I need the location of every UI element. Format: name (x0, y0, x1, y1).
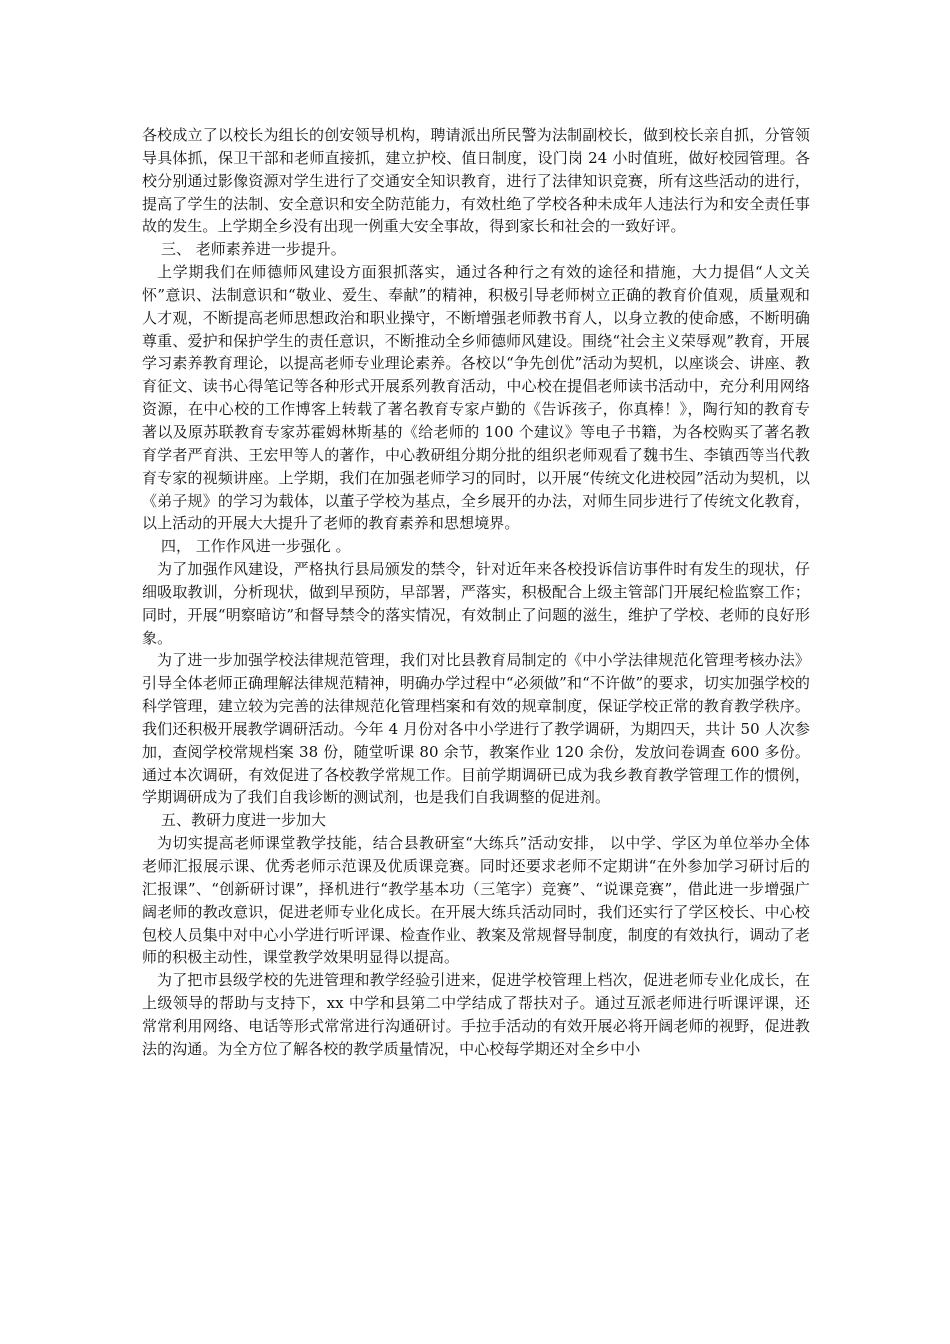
heading-section-3: 三、 老师素养进一步提升。 (161, 240, 346, 259)
paragraph-safety: 各校成立了以校长为组长的创安领导机构，聘请派出所民警为法制副校长，做到校长亲自抓，分管领导具体抓，保卫干部和老师直接抓，建立护校、值日制度，设门岗 24 小时值班，做好校园管理。各校分别通过影像资源对学生进行了交通安全知识教育，进行了法律知识竞赛，所有这些活动的进行，提高了学生的法制、安全意识和安全防范能力，有效杜绝了学校各种未成年人违法行为和安全责任事故的发生。上学期全乡没有出现一例重大安全事故，得到家长和社会的一致好评。 (142, 126, 810, 236)
heading-section-4: 四， 工作作风进一步强化 。 (161, 537, 351, 556)
heading-section-5: 五、教研力度进一步加大 (161, 811, 327, 830)
paragraph-teacher-quality: 上学期我们在师德师风建设方面狠抓落实，通过各种行之有效的途径和措施，大力提倡“人文关怀”意识、法制意识和“敬业、爱生、奉献”的精神，积极引导老师树立正确的教育价值观，质量观和人才观，不断提高老师思想政治和职业操守，不断增强老师教书育人，以身立教的使命感，不断明确尊重、爱护和保护学生的责任意识，不断推动全乡师德师风建设。围绕“社会主义荣辱观”教育，开展学习素养教育理论，以提高老师专业理论素养。各校以“争先创优”活动为契机，以座谈会、讲座、教育征文、读书心得笔记等各种形式开展系列教育活动，中心校在提倡老师读书活动中，充分利用网络资源，在中心校的工作博客上转载了著名教育专家卢勤的《告诉孩子，你真棒！》，陶行知的教育专著以及原苏联教育专家苏霍姆林斯基的《给老师的 100 个建议》等电子书籍，为各校购买了著名教育学者严育洪、王宏甲等人的著作，中心教研组分期分批的组织老师观看了魏书生、李镇西等当代教育专家的视频讲座。上学期，我们在加强老师学习的同时，以开展“传统文化进校园”活动为契机，以《弟子规》的学习为载体，以董子学校为基点，全乡展开的办法，对师生同步进行了传统文化教育，以上活动的开展大大提升了老师的教育素养和思想境界。 (142, 263, 810, 533)
paragraph-partnership: 为了把市县级学校的先进管理和教学经验引进来，促进学校管理上档次，促进老师专业化成长，在上级领导的帮助与支持下，xx 中学和县第二中学结成了帮扶对子。通过互派老师进行听课评课，还常常利用网络、电话等形式常常进行沟通研讨。手拉手活动的有效开展必将开阔老师的视野，促进教法的沟通。为全方位了解各校的教学质量情况，中心校每学期还对全乡中小 (142, 971, 810, 1058)
paragraph-work-style: 为了加强作风建设，严格执行县局颁发的禁令，针对近年来各校投诉信访事件时有发生的现状，仔细吸取教训，分析现状，做到早预防，早部署，严落实，积极配合上级主管部门开展纪检监察工作；同时，开展“明察暗访”和督导禁令的落实情况，有效制止了问题的滋生，维护了学校、老师的良好形象。 (142, 560, 810, 647)
paragraph-teaching-skills: 为切实提高老师课堂教学技能，结合县教研室“大练兵”活动安排， 以中学、学区为单位举办全体老师汇报展示课、优秀老师示范课及优质课竞赛。同时还要求老师不定期讲“在外参加学习研讨后的汇报课”、“创新研讨课”，择机进行“教学基本功（三笔字）竞赛”、“说课竞赛”，借此进一步增强广阔老师的教改意识，促进老师专业化成长。在开展大练兵活动同时，我们还实行了学区校长、中心校包校人员集中对中心小学进行听评课、检查作业、教案及常规督导制度，制度的有效执行，调动了老师的积极主动性，课堂教学效果明显得以提高。 (142, 834, 810, 967)
paragraph-legal-management: 为了进一步加强学校法律规范管理，我们对比县教育局制定的《中小学法律规范化管理考核办法》引导全体老师正确理解法律规范精神，明确办学过程中“必须做”和“不许做”的要求，切实加强学校的科学管理，建立较为完善的法律规范化管理档案和有效的规章制度，保证学校正常的教育教学秩序。我们还积极开展教学调研活动。今年 4 月份对各中小学进行了教学调研，为期四天，共计 50 人次参加，查阅学校常规档案 38 份，随堂听课 80 余节，教案作业 120 余份，发放问卷调查 600 多份。通过本次调研，有效促进了各校教学常规工作。目前学期调研已成为我乡教育教学管理工作的惯例，学期调研成为了我们自我诊断的测试剂，也是我们自我调整的促进剂。 (142, 651, 810, 807)
document-page (142, 124, 810, 1061)
